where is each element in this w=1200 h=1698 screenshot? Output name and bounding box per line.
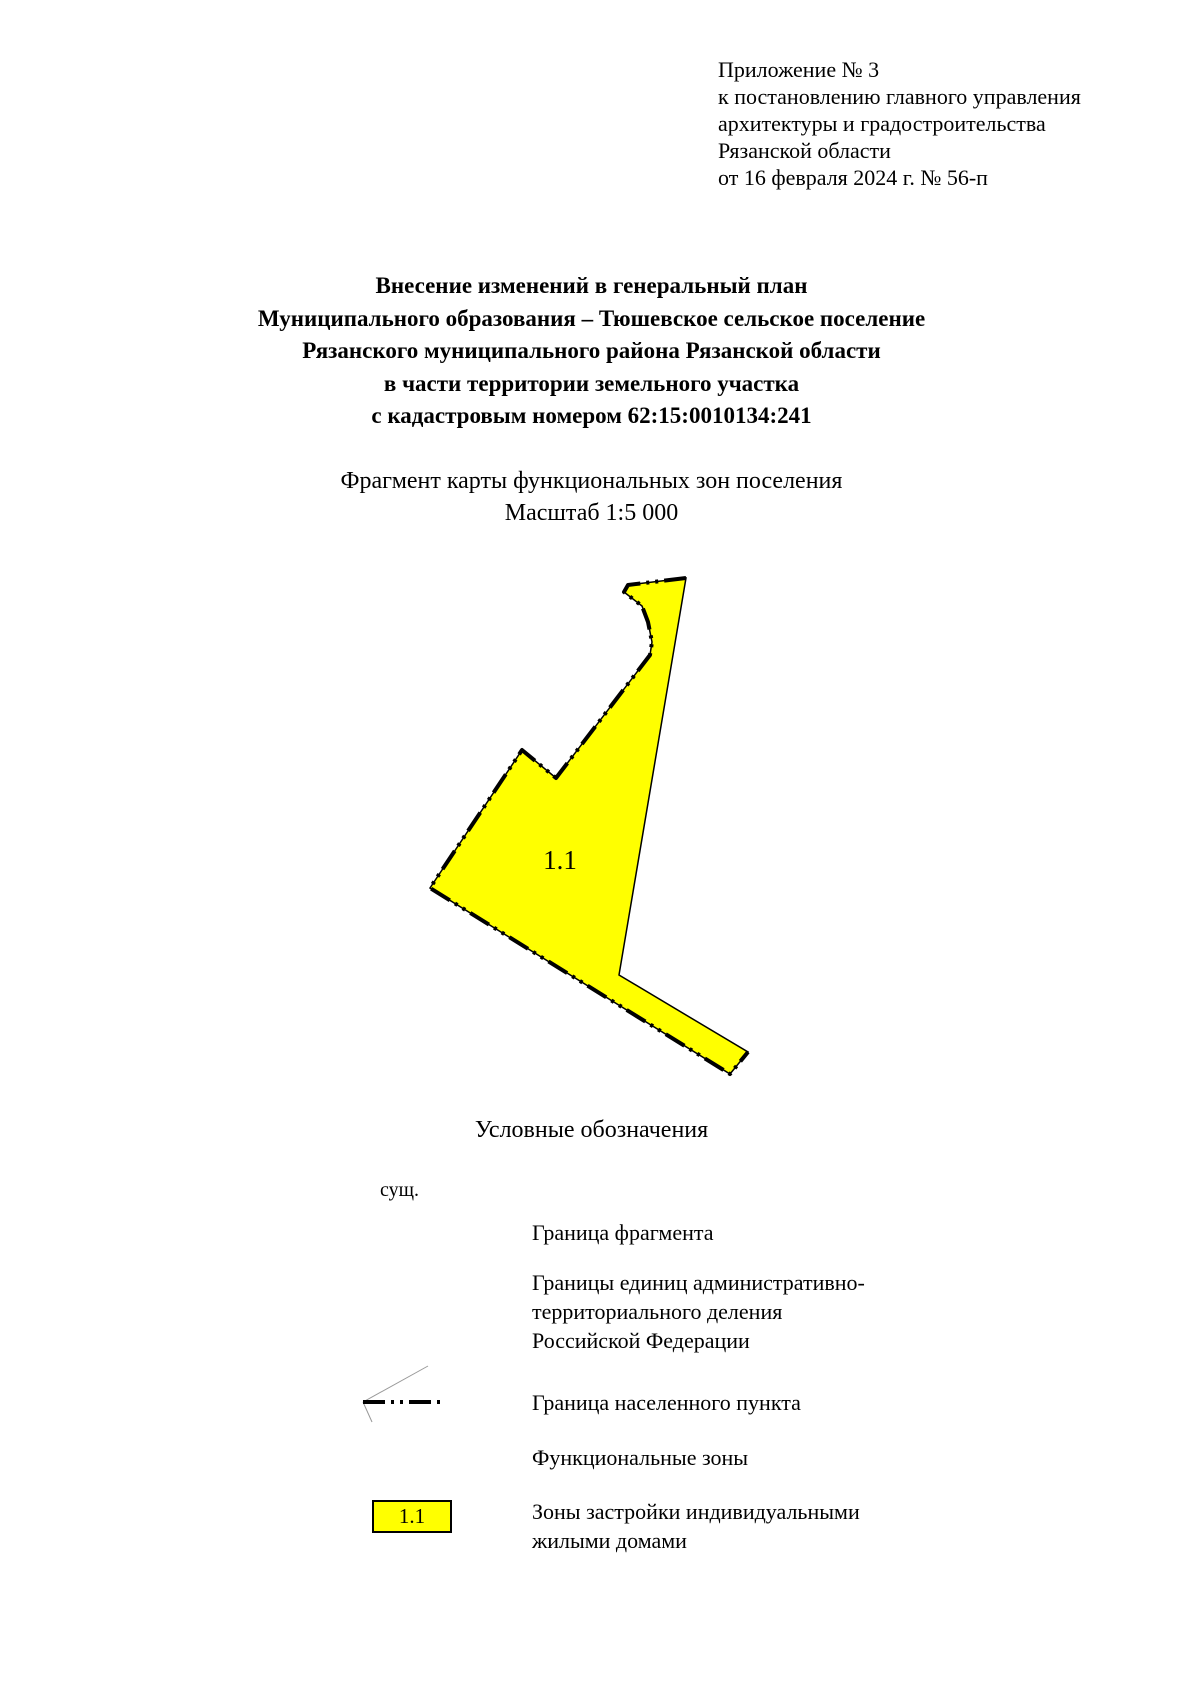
legend-admin-line-1: Границы единиц административно- [532,1270,865,1295]
map-caption: Фрагмент карты функциональных зон поселения [340,468,843,494]
zone-label: 1.1 [543,845,577,875]
legend-admin-line-2: территориального деления [532,1299,783,1324]
title-line-1: Внесение изменений в генеральный план [375,273,808,298]
legend-zone-swatch: 1.1 [372,1500,452,1533]
title-line-3: Рязанского муниципального района Рязанской области [302,338,881,363]
legend-fragment-boundary: Граница фрагмента [532,1220,714,1245]
legend-settlement-boundary: Граница населенного пункта [532,1390,801,1415]
legend-admin-line-3: Российской Федерации [532,1328,750,1353]
appendix-resolution-line: к постановлению главного управления [718,84,1081,109]
appendix-authority-line: архитектуры и градостроительства [718,111,1046,136]
legend-zone-description [532,1497,860,1555]
zone-polygon [430,578,748,1074]
legend-admin-boundaries [532,1268,865,1355]
title-line-2: Муниципального образования – Тюшевское сельское поселение [257,305,926,331]
legend-functional-zones: Функциональные зоны [532,1445,749,1470]
settlement-boundary-symbol [363,1366,442,1422]
appendix-region-line: Рязанской области [718,138,891,163]
title-line-4: в части территории земельного участка [383,370,800,396]
legend-title: Условные обозначения [474,1117,709,1143]
appendix-number: Приложение № 3 [718,57,880,82]
legend-zone-description-line-1: Зоны застройки индивидуальными [532,1499,860,1524]
legend-existing-label: сущ. [380,1179,420,1201]
legend-zone-description-line-2: жилыми домами [532,1528,687,1553]
title-line-5: с кадастровым номером 62:15:0010134:241 [371,403,812,428]
appendix-date-line: от 16 февраля 2024 г. № 56-п [718,165,988,190]
map-scale: Масштаб 1:5 000 [504,500,679,526]
